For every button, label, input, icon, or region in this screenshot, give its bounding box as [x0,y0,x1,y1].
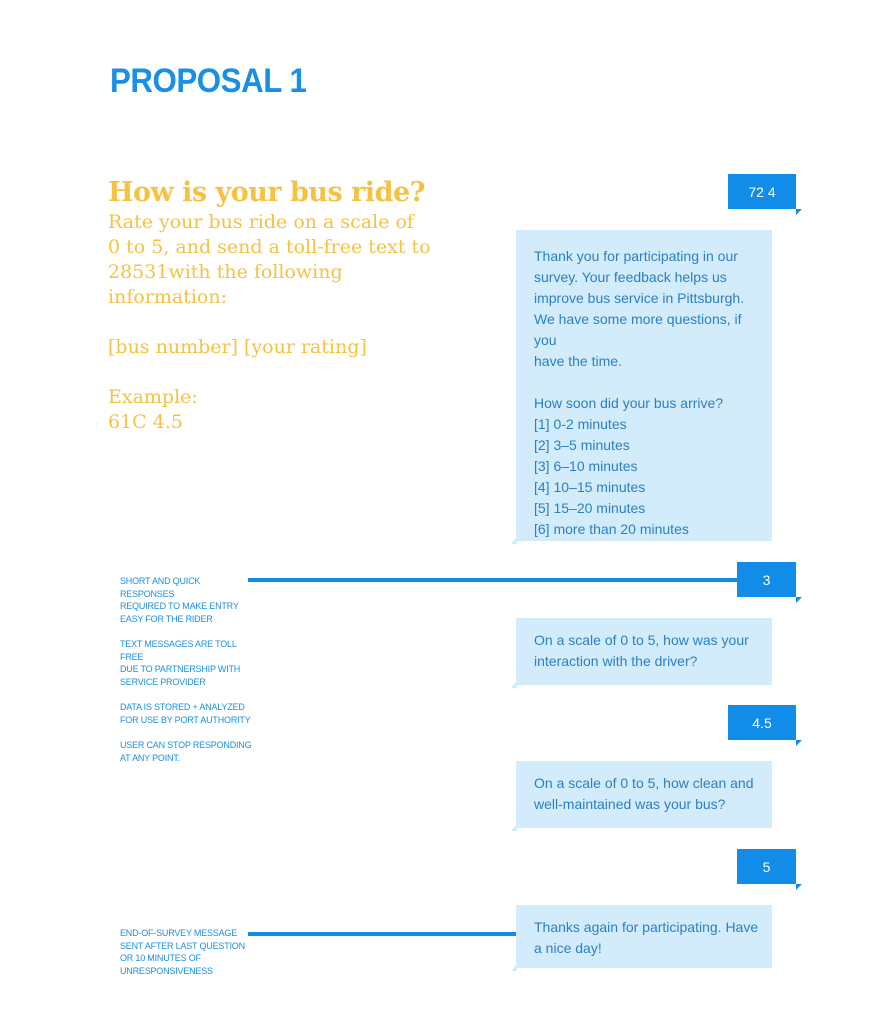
answer-option: [5] 15–20 minutes [534,500,646,516]
reply-text: 5 [762,858,771,875]
message-text: On a scale of 0 to 5, how was your interaction with the driver? [534,632,749,669]
message-text: On a scale of 0 to 5, how clean and well-maintained was your bus? [534,775,754,812]
feature-note: DATA IS STORED + ANALYZED FOR USE BY PORT AUTHORITY [120,702,251,725]
prompt-example-label: Example: [108,386,198,408]
prompt-instructions: Rate your bus ride on a scale of 0 to 5, and send a toll-free text to 28531with the following information: [108,211,431,308]
system-message-bubble [516,230,772,541]
prompt-example-value: 61C 4.5 [108,411,183,433]
reply-text: 3 [762,571,771,588]
message-question: How soon did your bus arrive? [534,395,724,411]
connector-line [248,932,516,936]
feature-note: SHORT AND QUICK RESPONSES REQUIRED TO MAKE ENTRY EASY FOR THE RIDER [120,576,239,624]
connector-line [248,578,738,582]
system-message-bubble [516,618,772,685]
system-message-bubble [516,761,772,828]
end-note [120,927,255,990]
reply-text: 4.5 [752,714,772,731]
answer-option: [3] 6–10 minutes [534,458,638,474]
user-reply-bubble [737,562,796,597]
system-message-bubble [516,905,772,968]
message-intro: Thank you for participating in our survey. Your feedback helps us improve bus service in Pittsburgh. We have some more questions, if you have the time. [534,248,745,369]
page-title: PROPOSAL 1 [110,62,307,100]
user-reply-bubble [737,849,796,884]
user-reply-bubble [728,174,796,209]
sms-prompt [108,176,488,435]
end-message-note: END-OF-SURVEY MESSAGE SENT AFTER LAST QUESTION OR 10 MINUTES OF UNRESPONSIVENESS [120,928,245,976]
feature-note: TEXT MESSAGES ARE TOLL FREE DUE TO PARTNERSHIP WITH SERVICE PROVIDER [120,639,241,687]
feature-note: USER CAN STOP RESPONDING AT ANY POINT. [120,740,252,763]
reply-text: 72 4 [748,183,776,200]
message-text: Thanks again for participating. Have a nice day! [534,919,759,956]
answer-option: [1] 0-2 minutes [534,416,627,432]
prompt-format: [bus number] [your rating] [108,336,367,358]
prompt-heading: How is your bus ride? [108,177,425,208]
answer-option: [6] more than 20 minutes [534,521,689,537]
feature-notes [120,575,255,777]
answer-option: [2] 3–5 minutes [534,437,630,453]
user-reply-bubble [728,705,796,740]
answer-option: [4] 10–15 minutes [534,479,646,495]
